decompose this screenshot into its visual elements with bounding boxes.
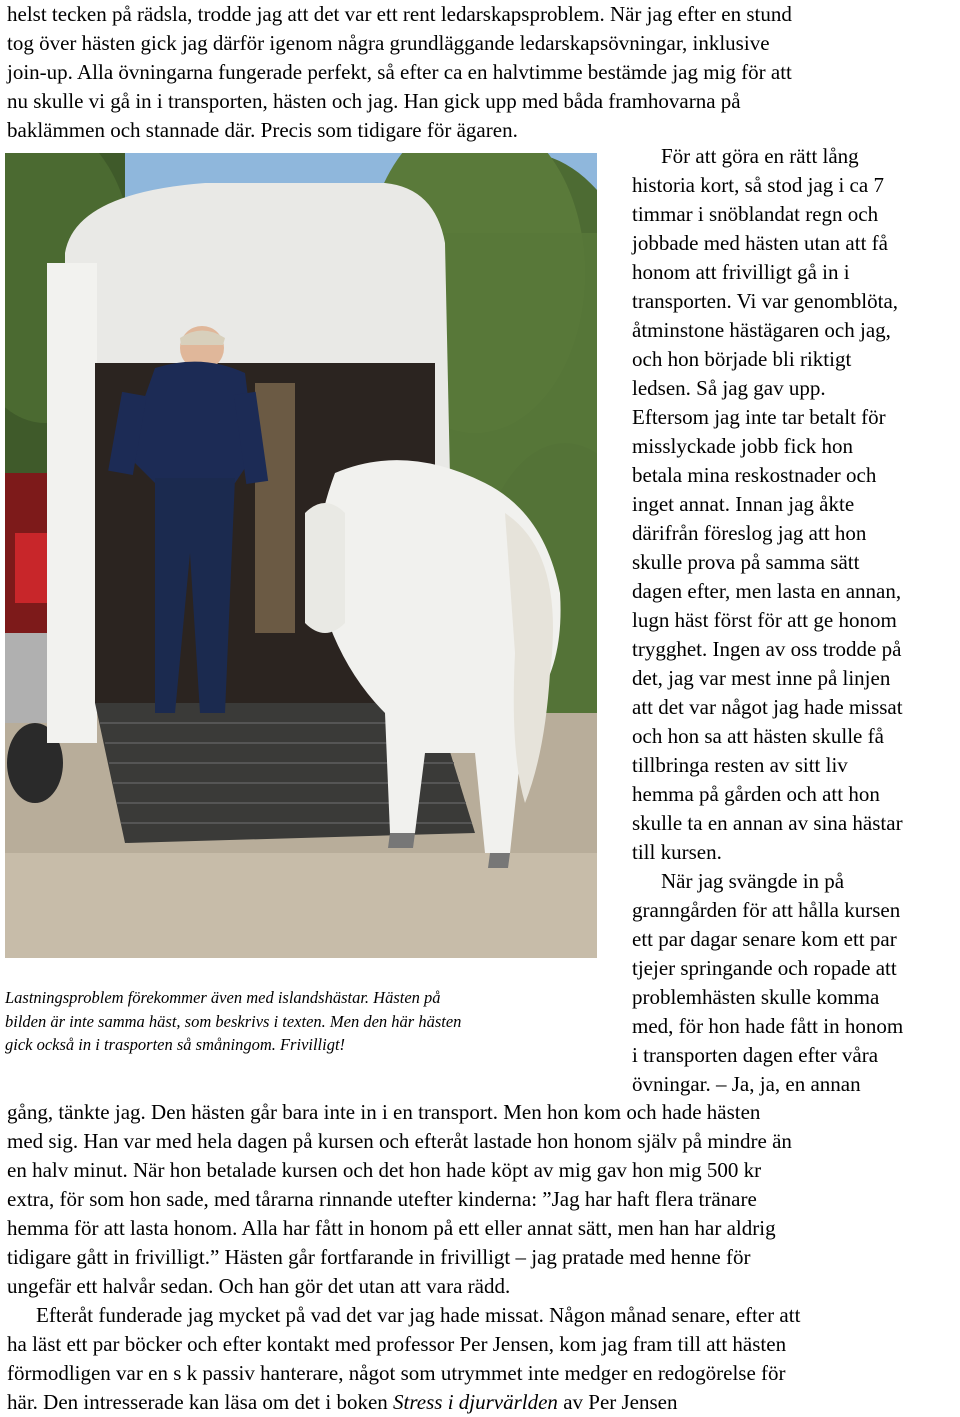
text-line: ungefär ett halvår sedan. Och han gör det utan att vara rädd.	[7, 1274, 511, 1298]
text-line: problemhästen skulle komma	[632, 985, 880, 1009]
text-line: skulle prova på samma sätt	[632, 550, 860, 574]
text-line: med sig. Han var med hela dagen på kursen och efteråt lastade hon honom själv på mindre än	[7, 1129, 792, 1153]
book-title: Stress i djurvärlden	[393, 1390, 558, 1414]
text-line: historia kort, så stod jag i ca 7	[632, 173, 884, 197]
text-line: granngården för att hålla kursen	[632, 898, 901, 922]
text-line: tog över hästen gick jag därför igenom några grundläggande ledarskapsövningar, inklusive	[7, 31, 770, 55]
text-line: tjejer springande och ropade att	[632, 956, 897, 980]
text-line: och hon började bli riktigt	[632, 347, 852, 371]
text-line: extra, för som hon sade, med tårarna rinnande utefter kinderna: ”Jag har haft flera tränare	[7, 1187, 757, 1211]
text-line: trygghet. Ingen av oss trodde på	[632, 637, 902, 661]
text-line: en halv minut. När hon betalade kursen och det hon hade köpt av mig gav hon mig 500 kr	[7, 1158, 762, 1182]
text-line: helst tecken på rädsla, trodde jag att det var ett rent ledarskapsproblem. När jag efter en stund	[7, 2, 792, 26]
text-line: att det var något jag hade missat	[632, 695, 903, 719]
text-line: förmodligen var en s k passiv hanterare, något som utrymmet inte medger en redogörelse för	[7, 1361, 786, 1385]
text-line: ledsen. Så jag gav upp.	[632, 376, 826, 400]
text-segment: av Per Jensen	[557, 1390, 678, 1414]
text-line: transporten. Vi var genomblöta,	[632, 289, 899, 313]
text-line: jobbade med hästen utan att få	[632, 231, 888, 255]
bottom-paragraph-2	[7, 1301, 957, 1417]
text-line: ha läst ett par böcker och efter kontakt med professor Per Jensen, kom jag fram till att hästen	[7, 1332, 787, 1356]
right-column	[632, 142, 960, 1099]
text-line: join-up. Alla övningarna fungerade perfekt, så efter ca en halvtimme bestämde jag mig för att	[7, 60, 792, 84]
bottom-paragraph-1	[7, 1098, 957, 1301]
bottom-text	[7, 1098, 957, 1417]
text-line: och hon sa att hästen skulle få	[632, 724, 884, 748]
text-line: övningar. – Ja, ja, en annan	[632, 1072, 861, 1096]
text-line: hemma på gården och att hon	[632, 782, 880, 806]
text-line: baklämmen och stannade där. Precis som tidigare för ägaren.	[7, 118, 518, 142]
horse-trailer-photo	[5, 153, 597, 958]
text-line: skulle ta en annan av sina hästar	[632, 811, 903, 835]
text-line	[7, 1388, 957, 1417]
right-paragraph-2	[632, 867, 960, 1099]
text-segment: här. Den intresserade kan läsa om det i boken	[7, 1390, 394, 1414]
text-line: nu skulle vi gå in i transporten, hästen och jag. Han gick upp med båda framhovarna på	[7, 89, 741, 113]
caption-line: bilden är inte samma häst, som beskrivs i texten. Men den här hästen	[5, 1011, 462, 1031]
text-line: det, jag var mest inne på linjen	[632, 666, 891, 690]
text-line: ett par dagar senare kom ett par	[632, 927, 897, 951]
text-line: För att göra en rätt lång	[661, 144, 859, 168]
text-line: åtminstone hästägaren och jag,	[632, 318, 891, 342]
text-line: inget annat. Innan jag åkte	[632, 492, 855, 516]
text-line: Efteråt funderade jag mycket på vad det var jag hade missat. Någon månad senare, efter att	[36, 1303, 801, 1327]
text-line: tidigare gått in frivilligt.” Hästen går fortfarande in frivilligt – jag pratade med henne för	[7, 1245, 751, 1269]
text-line: misslyckade jobb fick hon	[632, 434, 854, 458]
caption-line: gick också in i trasporten så småningom. Frivilligt!	[5, 1035, 346, 1054]
text-line: till kursen.	[632, 840, 722, 864]
text-line: honom att frivilligt gå in i	[632, 260, 850, 284]
text-line: lugn häst först för att ge honom	[632, 608, 897, 632]
text-line: tillbringa resten av sitt liv	[632, 753, 848, 777]
text-line: med, för hon hade fått in honom	[632, 1014, 904, 1038]
text-line: När jag svängde in på	[661, 869, 845, 893]
text-line: timmar i snöblandat regn och	[632, 202, 879, 226]
text-line: Eftersom jag inte tar betalt för	[632, 405, 886, 429]
text-line: därifrån föreslog jag att hon	[632, 521, 867, 545]
text-line: betala mina reskostnader och	[632, 463, 877, 487]
text-line: dagen efter, men lasta en annan,	[632, 579, 902, 603]
text-line: i transporten dagen efter våra	[632, 1043, 879, 1067]
text-line: hemma för att lasta honom. Alla har fått in honom på ett eller annat sätt, men han har aldrig	[7, 1216, 776, 1240]
top-paragraph	[7, 0, 957, 145]
photo-caption	[5, 986, 605, 1057]
right-paragraph-1	[632, 142, 960, 867]
text-line: gång, tänkte jag. Den hästen går bara inte in i en transport. Men hon kom och hade hästen	[7, 1100, 761, 1124]
caption-line: Lastningsproblem förekommer även med islandshästar. Hästen på	[5, 988, 441, 1007]
